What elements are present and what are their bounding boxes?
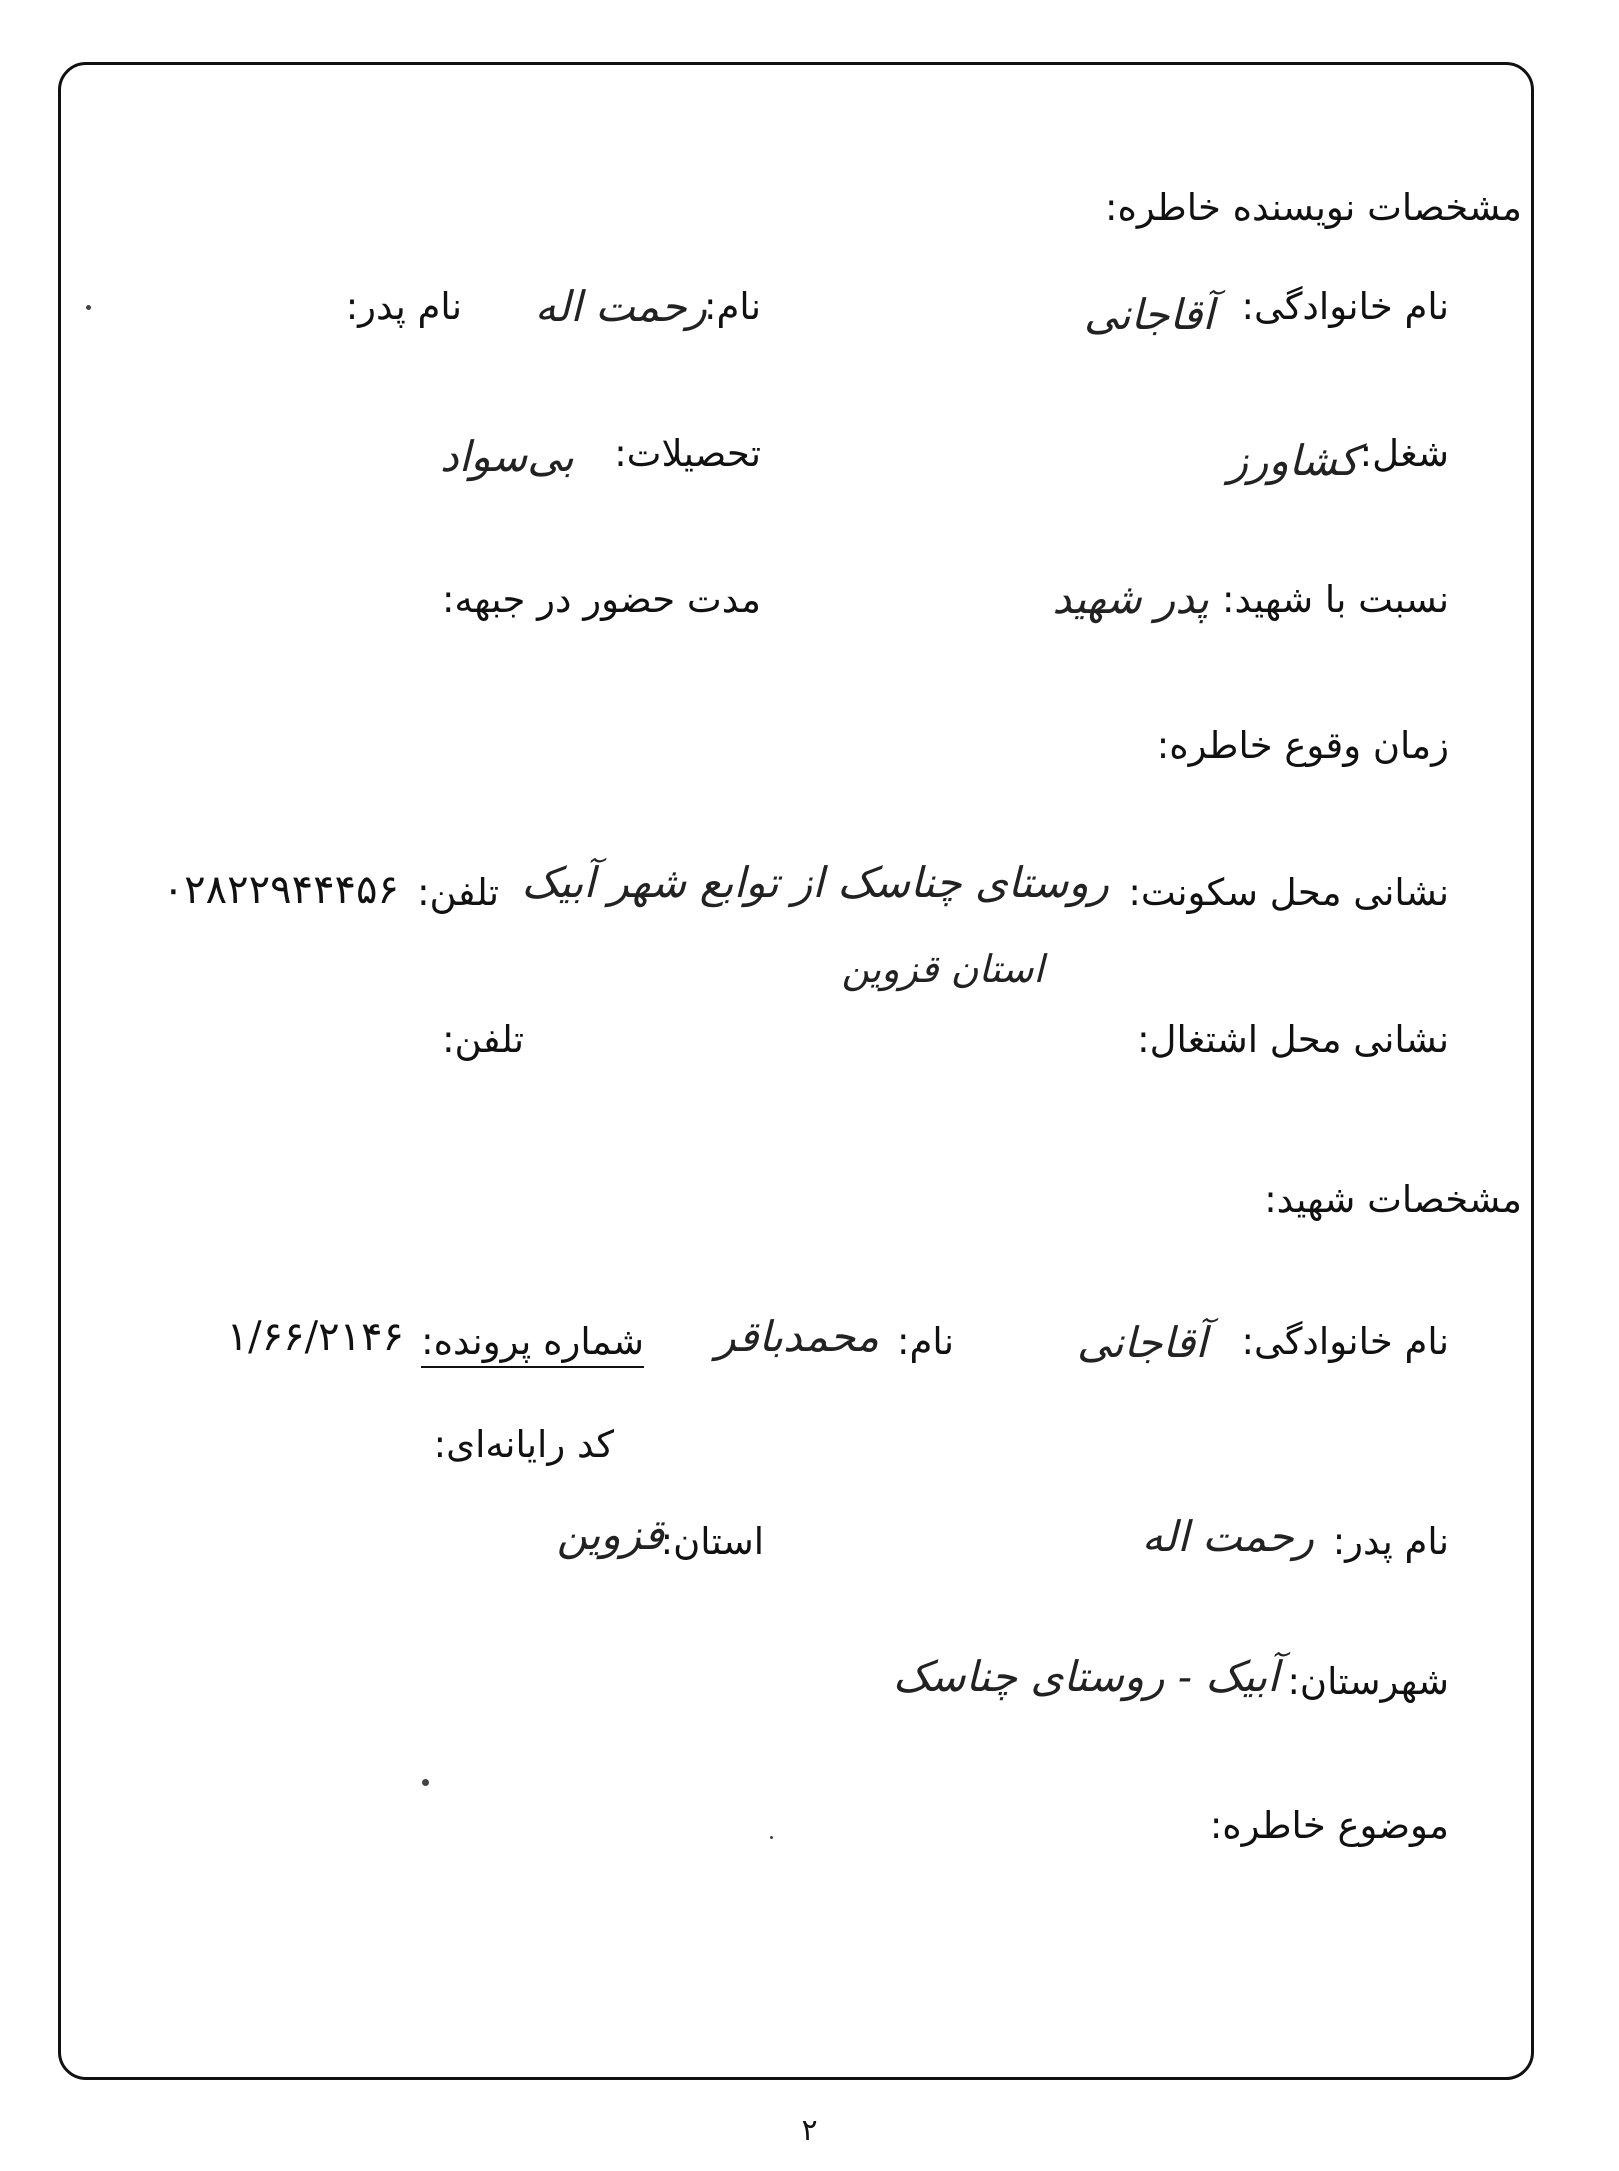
scan-speck [422,1779,429,1786]
writer-phone-label: تلفن: [417,871,499,914]
writer-name-label: نام: [704,285,761,328]
martyr-province-value: قزوین [556,1510,664,1559]
writer-relation-value: پدر شهید [1052,574,1209,623]
writer-father-label: نام پدر: [345,285,462,328]
writer-education-label: تحصیلات: [614,432,761,475]
martyr-city-label: شهرستان: [1287,1660,1449,1703]
martyr-computer-code-label: کد رایانه‌ای: [433,1423,614,1466]
writer-relation-label: نسبت با شهید: [1221,578,1449,621]
form-border [58,62,1534,2080]
martyr-file-label: شماره پرونده: [421,1318,644,1368]
martyr-file-value: ۱/۶۶/۲۱۴۶ [226,1314,404,1360]
writer-time-label: زمان وقوع خاطره: [1156,724,1449,767]
martyr-city-value: آبیک - روستای چناسک [892,1652,1279,1701]
writer-home-address-value-line2: استان قزوین [841,947,1044,991]
martyr-name-value: محمدباقر [715,1312,879,1361]
writer-job-value: کشاورز [1227,436,1359,485]
martyr-family-label: نام خانوادگی: [1241,1320,1449,1363]
page-number: ۲ [801,2113,818,2148]
writer-duration-label: مدت حضور در جبهه: [441,578,761,621]
writer-work-phone-label: تلفن: [442,1018,524,1061]
martyr-subject-label: موضوع خاطره: [1209,1804,1449,1847]
martyr-province-label: استان: [660,1520,764,1563]
martyr-father-value: رحمت اله [1141,1512,1314,1561]
writer-work-address-label: نشانی محل اشتغال: [1137,1018,1449,1061]
scan-speck [770,1836,773,1839]
writer-family-value: آقاجانی [1084,290,1214,339]
writer-home-address-value: روستای چناسک از توابع شهر آبیک [521,858,1109,907]
writer-name-value: رحمت اله [534,282,707,331]
martyr-section-title: مشخصات شهید: [1264,1178,1522,1221]
writer-family-label: نام خانوادگی: [1241,285,1449,328]
writer-phone-value: ۰۲۸۲۲۹۴۴۴۵۶ [162,867,399,913]
writer-section-title: مشخصات نویسنده خاطره: [1105,186,1522,229]
martyr-father-label: نام پدر: [1332,1520,1449,1563]
scan-speck [86,305,91,310]
martyr-family-value: آقاجانی [1077,1318,1207,1367]
writer-job-label: شغل: [1359,432,1449,475]
martyr-name-label: نام: [897,1320,954,1363]
writer-education-value: بی‌سواد [440,432,574,481]
writer-home-address-label: نشانی محل سکونت: [1128,871,1449,914]
